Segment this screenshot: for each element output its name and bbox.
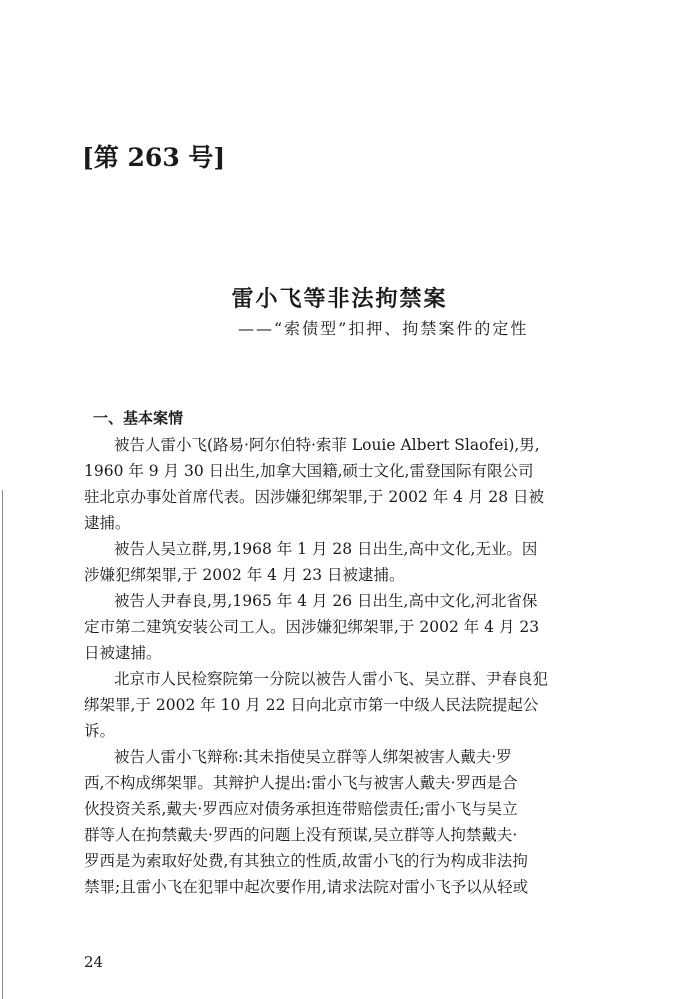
text-line: 逮捕。 bbox=[84, 514, 131, 532]
text-line: 驻北京办事处首席代表。因涉嫌犯绑架罪,于 2002 年 4 月 28 日被 bbox=[84, 488, 545, 506]
text-line: 日被逮捕。 bbox=[84, 644, 162, 662]
text-line: 禁罪;且雷小飞在犯罪中起次要作用,请求法院对雷小飞予以从轻或 bbox=[84, 878, 529, 896]
text-line: 被告人雷小飞(路易·阿尔伯特·索菲 Louie Albert Slaofei),男, bbox=[114, 436, 540, 454]
text-line: 被告人尹春良,男,1965 年 4 月 26 日出生,高中文化,河北省保 bbox=[114, 592, 538, 610]
text-line: 定市第二建筑安装公司工人。因涉嫌犯绑架罪,于 2002 年 4 月 23 bbox=[84, 618, 540, 636]
text-line: 涉嫌犯绑架罪,于 2002 年 4 月 23 日被逮捕。 bbox=[84, 566, 405, 584]
document-title: 雷小飞等非法拘禁案 bbox=[231, 286, 448, 312]
text-line: 诉。 bbox=[84, 722, 116, 740]
text-line: 西,不构成绑架罪。其辩护人提出:雷小飞与被害人戴夫·罗西是合 bbox=[84, 774, 518, 792]
case-number: [第 263 号] bbox=[82, 143, 226, 172]
text-line: 被告人吴立群,男,1968 年 1 月 28 日出生,高中文化,无业。因 bbox=[114, 540, 538, 558]
section-heading: 一、基本案情 bbox=[93, 409, 184, 427]
text-line: 1960 年 9 月 30 日出生,加拿大国籍,硕士文化,雷登国际有限公司 bbox=[84, 462, 534, 480]
text-line: 绑架罪,于 2002 年 10 月 22 日向北京市第一中级人民法院提起公 bbox=[84, 696, 539, 714]
text-line: 罗西是为索取好处费,有其独立的性质,故雷小飞的行为构成非法拘 bbox=[84, 852, 528, 870]
text-line: 北京市人民检察院第一分院以被告人雷小飞、吴立群、尹春良犯 bbox=[114, 670, 549, 688]
page-number: 24 bbox=[84, 953, 104, 971]
text-line: 被告人雷小飞辩称:其未指使吴立群等人绑架被害人戴夫·罗 bbox=[114, 748, 512, 766]
text-line: 伙投资关系,戴夫·罗西应对债务承担连带赔偿责任;雷小飞与吴立 bbox=[84, 800, 518, 818]
page-edge-line bbox=[2, 490, 3, 999]
body-text bbox=[84, 432, 594, 900]
document-subtitle: ——“索债型”扣押、拘禁案件的定性 bbox=[238, 319, 529, 338]
text-line: 群等人在拘禁戴夫·罗西的问题上没有预谋,吴立群等人拘禁戴夫· bbox=[84, 826, 518, 844]
